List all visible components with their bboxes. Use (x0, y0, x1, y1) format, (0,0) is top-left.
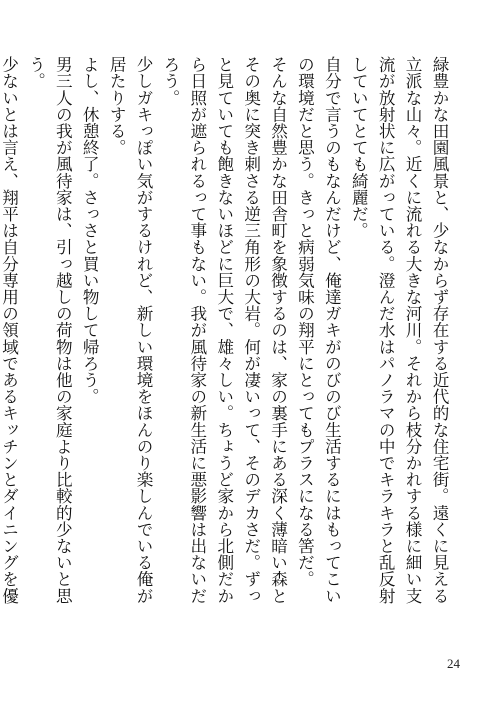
paragraph-5: よし、休憩終了。さっさと買い物して帰ろう。 (80, 56, 100, 405)
vertical-text-body (0, 56, 452, 616)
paragraph-2: 自分で言うのもなんだけど、俺達ガキがのびのび生活するにはもってこいの環境だと思う。きっと病弱気味の翔平にとってもプラスになる筈だ。 (295, 56, 342, 604)
paragraph-3: そんな自然豊かな田舎町を象徴するのは、家の裏手にある深く薄暗い森とその奥に突き刺さる逆三角形の大岩。何が凄いって、そのデカさだ。ずっと見ていても飽きないほどに巨大で、雄々しい。ちょうど家から北側だから日照が遮られるって事もない。我が風待家の新生活に悪影響は出ないだろう。 (160, 56, 288, 604)
page-number: 24 (447, 656, 460, 671)
paragraph-4: 少しガキっぽい気がするけれど、新しい環境をほんのり楽しんでいる俺が居たりする。 (107, 56, 154, 604)
paragraph-1: 緑豊かな田園風景と、少なからず存在する近代的な住宅街。遠くに見える立派な山々。近くに流れる大きな河川。それから枝分かれする様に細い支流が放射状に広がっている。澄んだ水はパノラマの中でキラキラと乱反射していてとても綺麗だ。 (349, 56, 449, 604)
paragraph-6: 男三人の我が風待家は、引っ越しの荷物は他の家庭より比較的少ないと思う。 (26, 56, 73, 604)
paragraph-7: 少ないとは言え、翔平は自分専用の領域であるキッチンとダイニングを優 (0, 56, 19, 604)
